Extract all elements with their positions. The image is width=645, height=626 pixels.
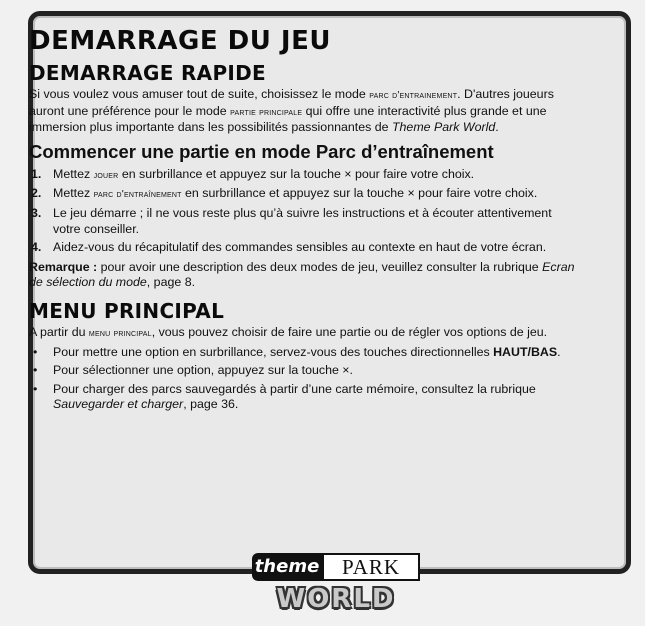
step-item: 3. Le jeu démarre ; il ne vous reste plus qu’à suivre les instructions et à écouter attentivement votre conseiller.	[31, 205, 552, 236]
note-paragraph: Remarque : pour avoir une description des deux modes de jeu, veuillez consulter la rubrique Ecran de sélection du mode, page 8.	[29, 259, 575, 290]
logo-park-text: PARK	[322, 553, 420, 581]
bullet-item: • Pour mettre une option en surbrillance, servez-vous des touches directionnelles HAUT/BAS.	[33, 344, 561, 359]
main-menu-bullets	[29, 345, 577, 413]
step-item: 4. Aidez-vous du récapitulatif des commandes sensibles au contexte en haut de votre écran.	[31, 240, 547, 255]
training-heading: Commencer une partie en mode Parc d’entraînement	[29, 140, 494, 162]
step-item: 1. Mettez jouer en surbrillance et appuyez sur la touche × pour faire votre choix.	[31, 166, 475, 181]
game-title: Theme Park World	[391, 120, 496, 135]
reference-link: Ecran de sélection du mode	[29, 259, 575, 290]
logo-theme-text: theme	[252, 553, 322, 581]
step-item: 2. Mettez parc d'entraînement en surbrillance et appuyez sur la touche × pour faire votre choix.	[31, 186, 538, 201]
bullet-item: • Pour sélectionner une option, appuyez sur la touche ×.	[33, 363, 353, 378]
mode-name: partie principale	[230, 105, 303, 118]
quick-start-heading: DEMARRAGE RAPIDE	[29, 61, 267, 85]
page-title: DEMARRAGE DU JEU	[29, 26, 331, 56]
logo-world-text: WORLD	[276, 584, 396, 614]
content	[29, 26, 577, 416]
mode-name: parc d'entrainement	[369, 89, 458, 101]
bullet-item: • Pour charger des parcs sauvegardés à partir d’une carte mémoire, consultez la rubrique Sauvegarder et charger, page 36.	[33, 381, 536, 412]
note-label: Remarque :	[29, 259, 98, 274]
main-menu-paragraph: A partir du menu principal, vous pouvez choisir de faire une partie ou de régler vos options de jeu.	[29, 324, 548, 339]
theme-park-world-logo	[252, 553, 424, 617]
training-steps	[29, 167, 577, 256]
main-menu-heading: MENU PRINCIPAL	[29, 298, 225, 323]
reference-link: Sauvegarder et charger	[53, 397, 184, 412]
quick-start-paragraph: Si vous voulez vous amuser tout de suite, choisissez le mode parc d'entrainement. D'autres joueurs auront une préférence pour le mode partie principale qui offre une interactivité plus grande et une immersion plus importante dans les possibilités passionnantes de Theme Park World.	[29, 87, 554, 135]
